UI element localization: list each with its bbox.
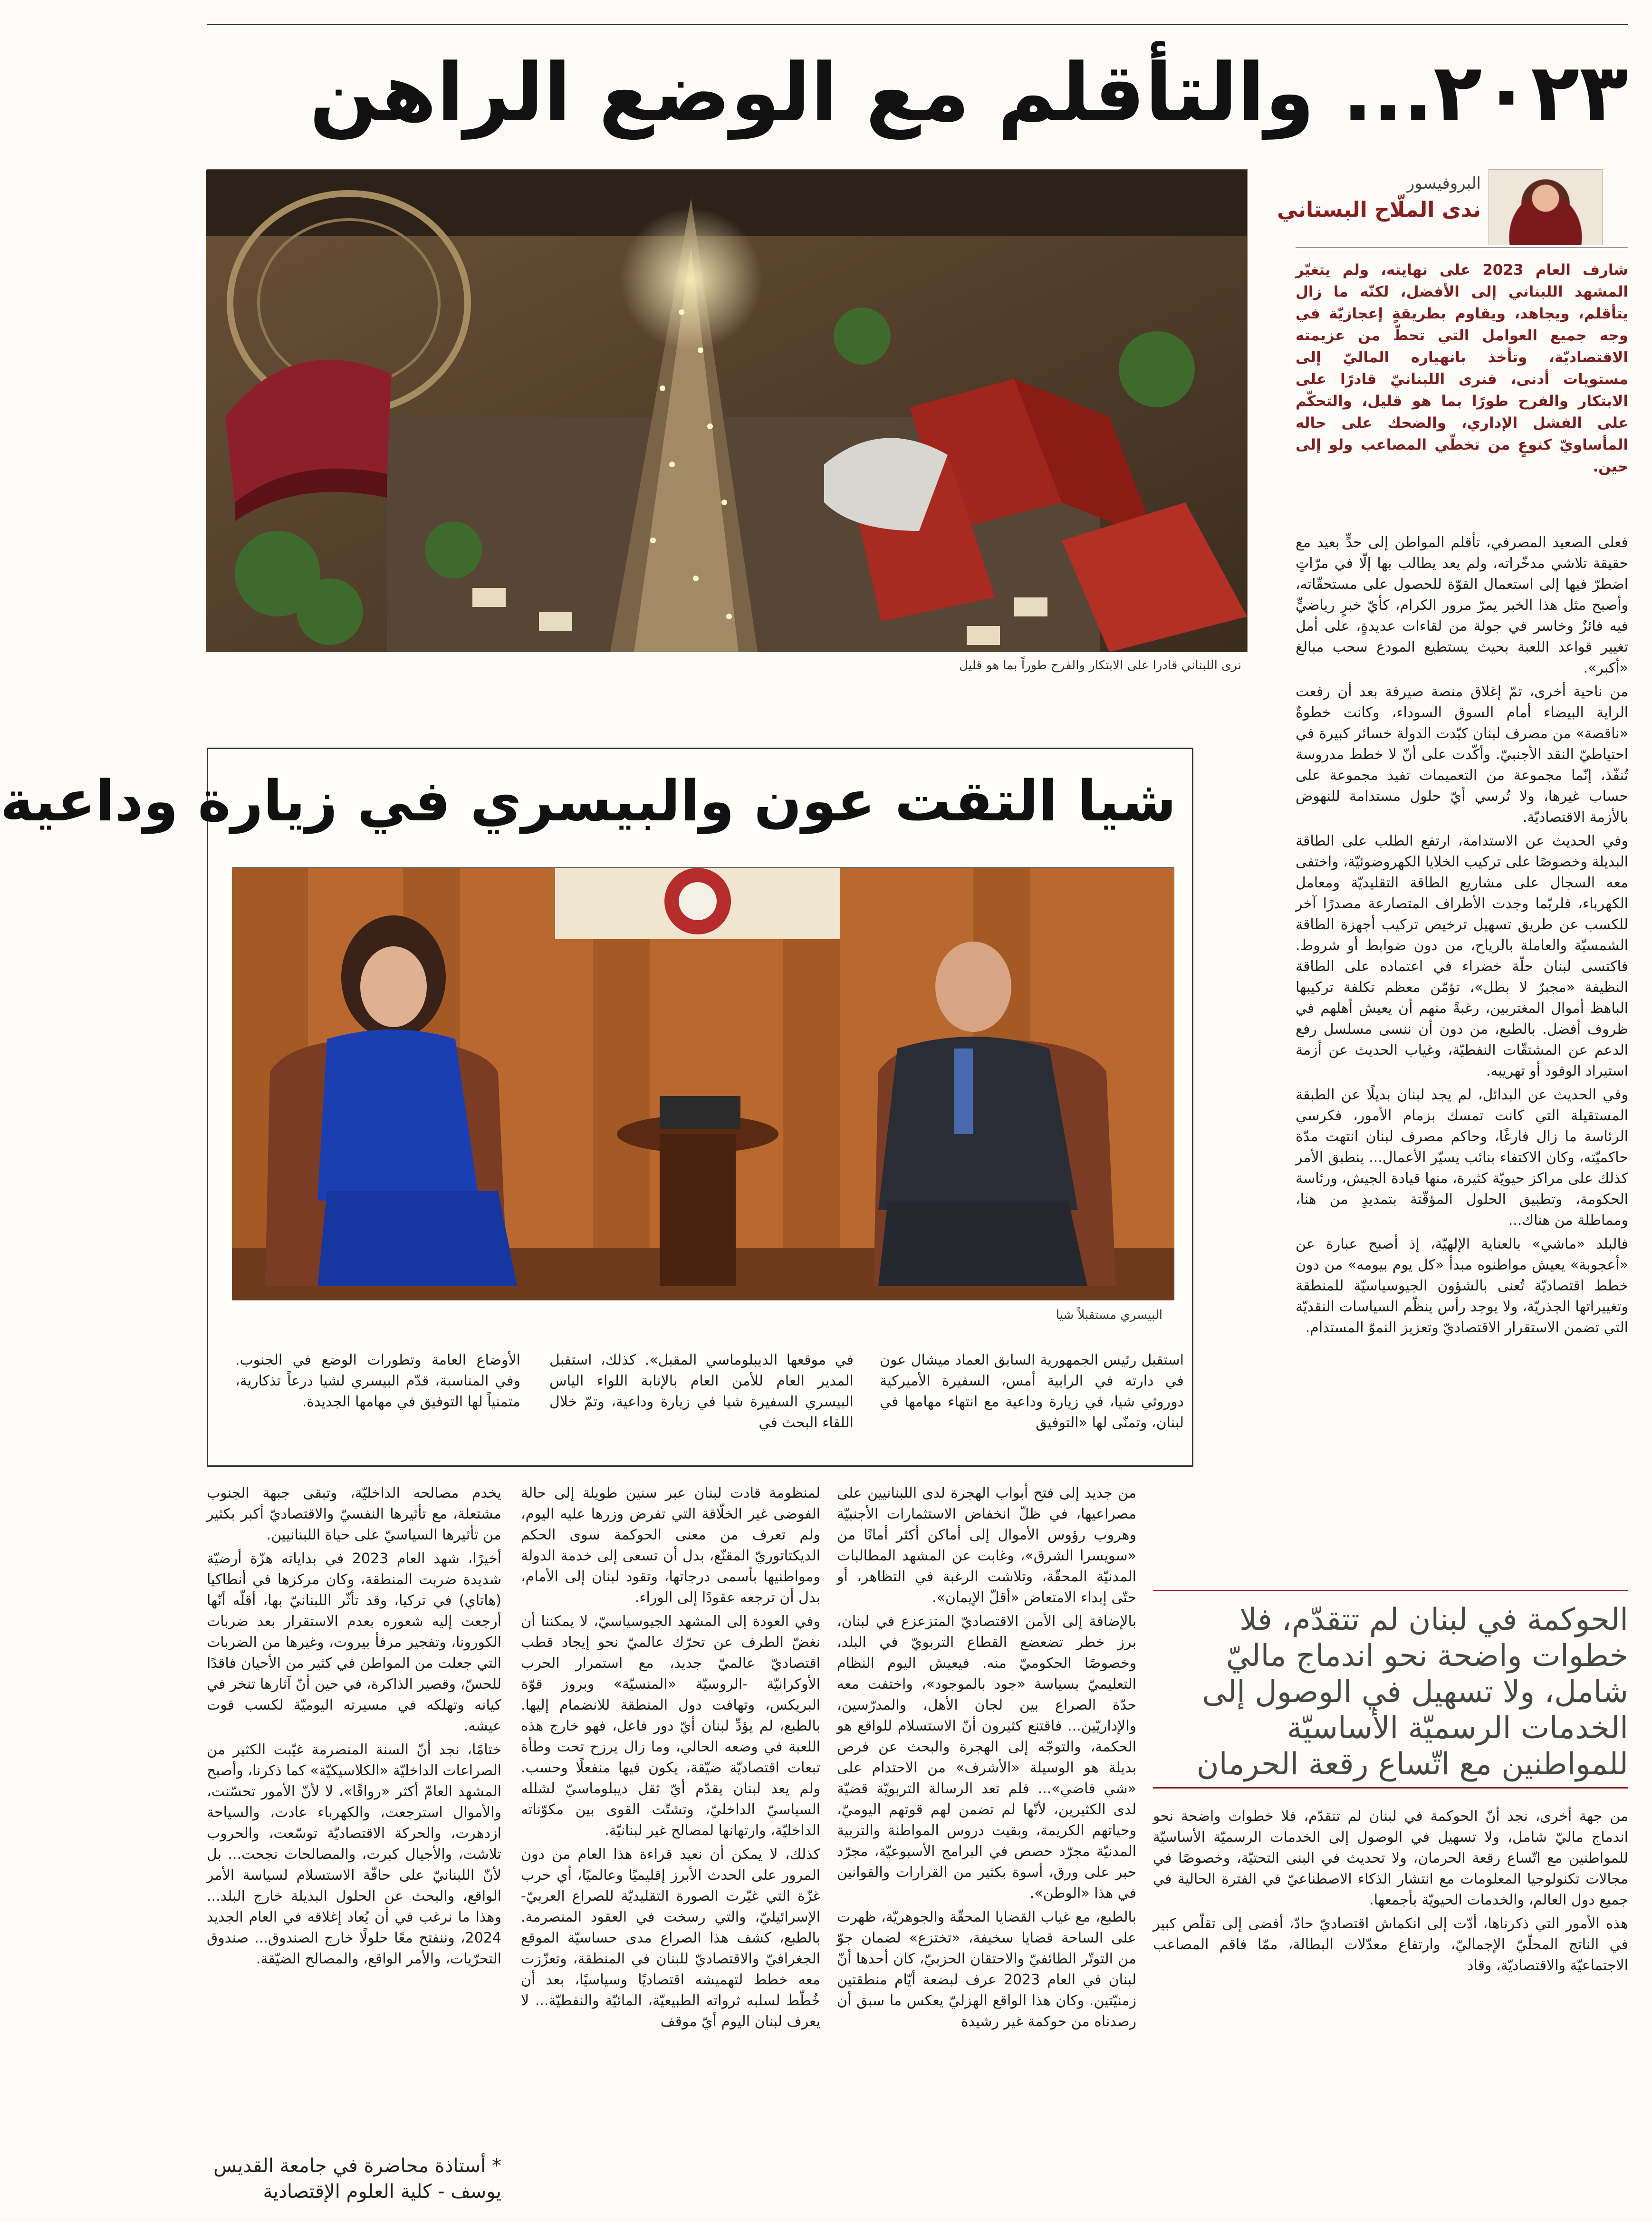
paragraph: استقبل رئيس الجمهورية السابق العماد ميشال عون في دارته في الرابية أمس، السفيرة الأميركية دوروثي شيا، في زيارة وداعية مع انتهاء مهامها في لبنان، وتمنّى لها «التوفيق	[880, 1352, 1184, 1431]
footnote-line-1: * أستاذة محاضرة في جامعة القديس	[213, 2155, 501, 2177]
paragraph: من جهة أخرى، نجد أنّ الحوكمة في لبنان لم تتقدّم، فلا خطوات واضحة نحو اندماج ماليّ شامل، ولا تسهيل في الوصول إلى الخدمات الرسميّة الأساسيّة للمواطنين مع اتّساع رقعة الحرمان، ولا تحديث في البنى التحتيّة، وخصوصًا في مجالات تكنولوجيا المعلومات مع انتشار الذكاء الاصطناعيّ في الفترة الحالية في جميع دول العالم، والخدمات الحيويّة بأجمعها.	[1153, 1808, 1628, 1908]
paragraph: يخدم مصالحه الداخليّة، وتبقى جبهة الجنوب مشتعلة، مع تأثيرها النفسيّ والاقتصاديّ أكبر بكثير من تأثيرها السياسيّ على حياة اللبنانيين.	[207, 1485, 501, 1543]
paragraph: فعلى الصعيد المصرفي، تأقلم المواطن إلى حدٍّ بعيد مع حقيقة تلاشي مدخّراته، ولم يعد يطالب بها إلّا في مرّاتٍ اضطرّ فيها إلى استعمال القوّة للحصول على مستحقّاته، وأصبح مثل هذا الخبر يمرّ مرور الكرام، كأيّ خبرٍ رياضيٍّ فيه فائزٌ وخاسر في جولة من لقاءات عديدةٍ، على أمل تغيير قواعد اللعبة بحيث يستطيع المودع سحب مبالغ «أكبر».	[1296, 534, 1628, 676]
paragraph: ختامًا، نجد أنّ السنة المنصرمة غيّبت الكثير من الصراعات الداخليّة «الكلاسيكيّة» كما ذكرنا، وأصبح المشهد العامّ أكثر «رواقًا»، لا لأنّ الأمور تحسّنت، والأموال استرجعت، والكهرباء عادت، والسياحة ازدهرت، والحركة الاقتصاديّة توسّعت، والحروب تلاشت، والأجيال كبرت، والمصالحات نجحت... بل لأنّ اللبنانيّ على حافّة الاستسلام لسياسة الأمر الواقع، والبحث عن الحلول البديلة خارج البلد... وهذا ما نرغب في أن يُعاد إغلاقه في العام الجديد 2024، وننفتح معًا حلولًا خارج الصندوق... صندوق التحرّيات، والأمر الواقع، والمصالح الضيّقة.	[207, 1741, 501, 1967]
article-column-c	[521, 1483, 820, 2198]
news-box-headline: شيا التقت عون والبيسري في زيارة وداعية	[0, 768, 1176, 834]
footnote-line-2: يوسف - كلية العلوم الإقتصادية	[263, 2181, 501, 2203]
top-rule	[207, 24, 1628, 25]
paragraph: وفي العودة إلى المشهد الجيوسياسيّ، لا يمكننا أن نغضّ الطرف عن تحرّك عالميّ نحو إيجاد قطب اقتصاديّ عالميّ جديد، مع استمرار الحرب الأوكرانيّة -الروسيّة «المنسيّة» وبروز قوّة البريكس، وتهافت دول المنطقة للانضمام إليها. بالطبع، لم يؤدِّ لبنان أيّ دور فاعل، فهو خارج هذه اللعبة في وضعه الحالي، وما زال يرزح تحت وطأة تبعات اقتصاديّة ضيّقة، يكون فيها منفعلًا وحسب. ولم يعد لبنان يقدّم أيّ ثقل ديبلوماسيّ لشلله السياسيّ الداخليّ، وتشتّت القوى بين مكوّناته الداخليّة، وارتهانها لمصالح غير لبنانيّة.	[521, 1613, 820, 1839]
news-box-column-3	[235, 1350, 520, 1454]
paragraph: كذلك، لا يمكن أن نعيد قراءة هذا العام من دون المرور على الحدث الأبرز إقليميًا وعالميًا، أي حرب غزّة التي غيّرت الصورة التقليديّة للصراع العربيّ-الإسرائيليّ، والتي رسخت في العقود المنصرمة. بالطبع، كشف هذا الصراع مدى حساسيّة الموقع الجغرافيّ والاقتصاديّ للبنان في المنطقة، وتعزّزت معه خطط لتهميشه اقتصاديًا وسياسيًا، بعد أن خُطّط لسلبه ثرواته الطبيعيّة، المائيّة والنفطيّة... لا يعرف لبنان اليوم أيّ موقف	[521, 1846, 820, 2030]
paragraph: من جديد إلى فتح أبواب الهجرة لدى اللبنانيين على مصراعيها، في ظلّ انخفاض الاستثمارات الأجنبيّة وهروب رؤوس الأموال إلى أماكن أكثر أمانًا من «سويسرا الشرق»، وغابت عن المشهد المطالبات المدنيّة المحقّة، وتلاشت الرغبة في التظاهر، أو حتّى إبداء الامتعاض «أقلّ الإيمان».	[837, 1485, 1136, 1606]
pull-quote-rule-top	[1153, 1590, 1628, 1591]
author-name: ندى الملّاح البستاني	[1277, 198, 1481, 222]
article-column-right	[1296, 532, 1628, 1564]
paragraph: بالإضافة إلى الأمن الاقتصاديّ المتزعزع في لبنان، برز خطر تضعضع القطاع التربويّ في البلد، وخصوصًا الحكوميّ منه. فيعيش اليوم النظام التعليميّ بسياسة «جود بالموجود»، واختفت معه حدّة الصراع بين لجان الأهل، والمدرّسين، والإداريّين... فاقتنع كثيرون أنّ الاستسلام للواقع هو الحكمة، والتوجّه إلى الهجرة والبحث عن فرص بديلة هو الوسيلة «الأشرف» من الاحتدام على «شي فاضي»... فلم تعد الرسالة التربويّة قضيّة لدى الكثيرين، لأنّها لم تضمن لهم قوتهم اليوميّ، وحياتهم الكريمة، وبقيت دروس المواطنة والتربية المدنيّة مجرّد حصص في البرامج الأسبوعيّة، مجرّد حبر على ورق، أسوة بكثير من القرارات والقوانين في هذا «الوطن».	[837, 1613, 1136, 1902]
news-box-photo-meeting	[232, 867, 1174, 1300]
author-role: البروفيسور	[1406, 174, 1481, 193]
lead-text: شارف العام 2023 على نهايته، ولم يتغيّر المشهد اللبناني إلى الأفضل، لكنّه ما زال يتأقلم، ويجاهد، ويقاوم بطريقةٍ إعجازيّة في وجه جميع العوامل التي تحطّ من عزيمته الاقتصاديّة، وتأخذ بانهياره الماليّ إلى مستويات أدنى، فنرى اللبنانيّ قادرًا على الابتكار والفرح طورًا بما هو قليل، والتحكّم على الفشل الإداري، والضحك على حاله المأساويّ كنوعٍ من تخطّي المصاعب ولو إلى حين.	[1296, 261, 1628, 475]
article-column-b	[837, 1483, 1136, 2198]
news-box-column-1	[880, 1350, 1184, 1454]
lead-paragraph	[1296, 259, 1628, 506]
page-headline: ٢٠٢٣... والتأقلم مع الوضع الراهن	[309, 46, 1628, 139]
paragraph: لمنظومة قادت لبنان عبر سنين طويلة إلى حالة الفوضى غير الخلّاقة التي تفرض وزرها عليه اليوم، ولم تعرف من معنى الحوكمة سوى الحكم الديكتاتوريّ المقنّع، بدل أن تسعى إلى خدمة الدولة ومواطنيها بأسمى درجاتها، وتقود لبنان إلى الأمام، بدل أن ترجعه عقودًا إلى الوراء.	[521, 1485, 820, 1606]
paragraph: فالبلد «ماشي» بالعناية الإلهيّة، إذ أصبح عبارة عن «أعجوبة» يعيش مواطنوه مبدأ «كل يوم بيومه» من دون خطط اقتصاديّة تُعنى بالشؤون الجيوسياسيّة للمنطقة وتغييراتها الجذريّة، ولا يوجد رأس ينظّم السياسات النقديّة التي تضمن الاستقرار الاقتصاديّ وتعزيز النموّ المستدام.	[1296, 1236, 1628, 1336]
paragraph: في موقعها الديبلوماسي المقبل». كذلك، استقبل المدير العام للأمن العام بالإنابة اللواء الياس البيسري السفيرة شيا في زيارة وداعية، وتمّ خلال اللقاء البحث في	[549, 1352, 854, 1431]
courtyard-illustration	[206, 170, 1247, 652]
paragraph: أخيرًا، شهد العام 2023 في بداياته هزّة أرضيّة شديدة ضربت المنطقة، وكان مركزها في أنطاكيا (هاتاي) في تركيا، وقد تأثّر اللبنانيّ بها، أقلّه أنّها أرجعت إليه شعوره بعدم الاستقرار بعد ضربات الكورونا، وتفجير مرفأ بيروت، وغيرها من الضربات التي جعلت من المواطن في كثير من الأحيان فاقدًا للحسّ، وقصير الذاكرة، في حين أنّ آثارها تنخر في كيانه وتهلكه في مسيرته اليوميّة لكسب قوت عيشه.	[207, 1550, 501, 1734]
paragraph: الأوضاع العامة وتطورات الوضع في الجنوب. وفي المناسبة، قدّم البيسري لشيا درعاً تذكارية، متمنياً لها التوفيق في مهامها الجديدة.	[235, 1352, 520, 1410]
paragraph: من ناحية أخرى، تمّ إغلاق منصة صيرفة بعد أن رفعت الراية البيضاء أمام السوق السوداء، وكانت خطوةٌ «ناقصة» من مصرف لبنان كبّدت الدولة خسائر كبيرة في احتياطيّ النقد الأجنبيّ. وأكّدت على أنّ لا خطط مدروسة تُنفّذ، إنّما مجموعة من التعميمات تفيد مجموعة على حساب غيرها، ولا تُرسي أيّ حلول مستدامة للنهوض بالأزمة الاقتصاديّة.	[1296, 683, 1628, 826]
article-column-bottom-right	[1153, 1806, 1628, 2198]
meeting-illustration	[232, 868, 1174, 1300]
author-portrait	[1489, 169, 1603, 245]
paragraph: وفي الحديث عن الاستدامة، ارتفع الطلب على الطاقة البديلة وخصوصًا على تركيب الخلايا الكهروضوئيّة، واختفى معه السجال على مشاريع الطاقة التقليديّة ومعامل الكهرباء، فلربّما وجدت الأطراف المتصارعة مصدرًا آخر للكسب عن طريق تسهيل ترخيص تركيب أجهزة الطاقة الشمسيّة والعاملة بالرياح، من دون ضوابط أو شروط. فاكتسى لبنان حلّة خضراء في اعتماده على الطاقة النظيفة «مجبرٌ لا بطل»، تؤمّن معظم تكلفة تركيبها الباهظ أموال المغتربين، رغبةً منهم أن يعيش أهلهم في ظروف أفضل. بالطبع، من دون أن ننسى مسلسل رفع الدعم عن المشتقّات النفطيّة، وغياب الحديث عن أزمة استيراد الوقود أو تهريبه.	[1296, 833, 1628, 1079]
news-box-photo-caption: البيسري مستقبلاً شيا	[1056, 1308, 1162, 1322]
paragraph: هذه الأمور التي ذكرناها، أدّت إلى انكماش اقتصاديّ حادّ، أفضى إلى تقلّص كبير في الناتج المحلّيّ الإجماليّ، وارتفاع معدّلات البطالة، ممّا فاقم المصاعب الاجتماعيّة والاقتصاديّة، وقاد	[1153, 1915, 1628, 1974]
author-footnote	[207, 2153, 501, 2204]
news-box-column-2	[549, 1350, 854, 1454]
article-column-d	[207, 1483, 501, 2148]
pull-quote: الحوكمة في لبنان لم تتقدّم، فلا خطوات واضحة نحو اندماج ماليّ شامل، ولا تسهيل في الوصول إلى الخدمات الرسميّة الأساسيّة للمواطنين مع اتّساع رقعة الحرمان	[1196, 1602, 1628, 1782]
main-photo-christmas-courtyard	[207, 169, 1248, 652]
pull-quote-rule-bottom	[1153, 1787, 1628, 1789]
author-divider	[1296, 247, 1628, 248]
main-photo-caption: نرى اللبناني قادرا على الابتكار والفرح طوراً بما هو قليل	[959, 658, 1241, 673]
paragraph: بالطبع، مع غياب القضايا المحقّة والجوهريّة، ظهرت على الساحة قضايا سخيفة، «تختزع» لضمان جوّ من التوتّر الطائفيّ والاحتقان الحزبيّ، كان أحدها أنّ لبنان في العام 2023 عرف لبضعة أيّام منطقتين زمنيّتين. وكان هذا الواقع الهزليّ يعكس ما سبق أن رصدناه من حوكمة غير رشيدة	[837, 1909, 1136, 2030]
paragraph: وفي الحديث عن البدائل، لم يجد لبنان بديلًا عن الطبقة المستقيلة التي كانت تمسك بزمام الأمور، فكرسي الرئاسة ما زال فارغًا، وحاكم مصرف لبنان انتهت مدّة حاكميّته، وكان الاكتفاء بنائب يسيّر الأعمال... ينطبق الأمر كذلك على مراكز حيويّة كثيرة، منها قيادة الجيش، ورئاسة الحكومة، وتطبيق الحلول المؤقّتة بتمديدٍ من هنا، ومماطلة من هناك...	[1296, 1087, 1628, 1229]
